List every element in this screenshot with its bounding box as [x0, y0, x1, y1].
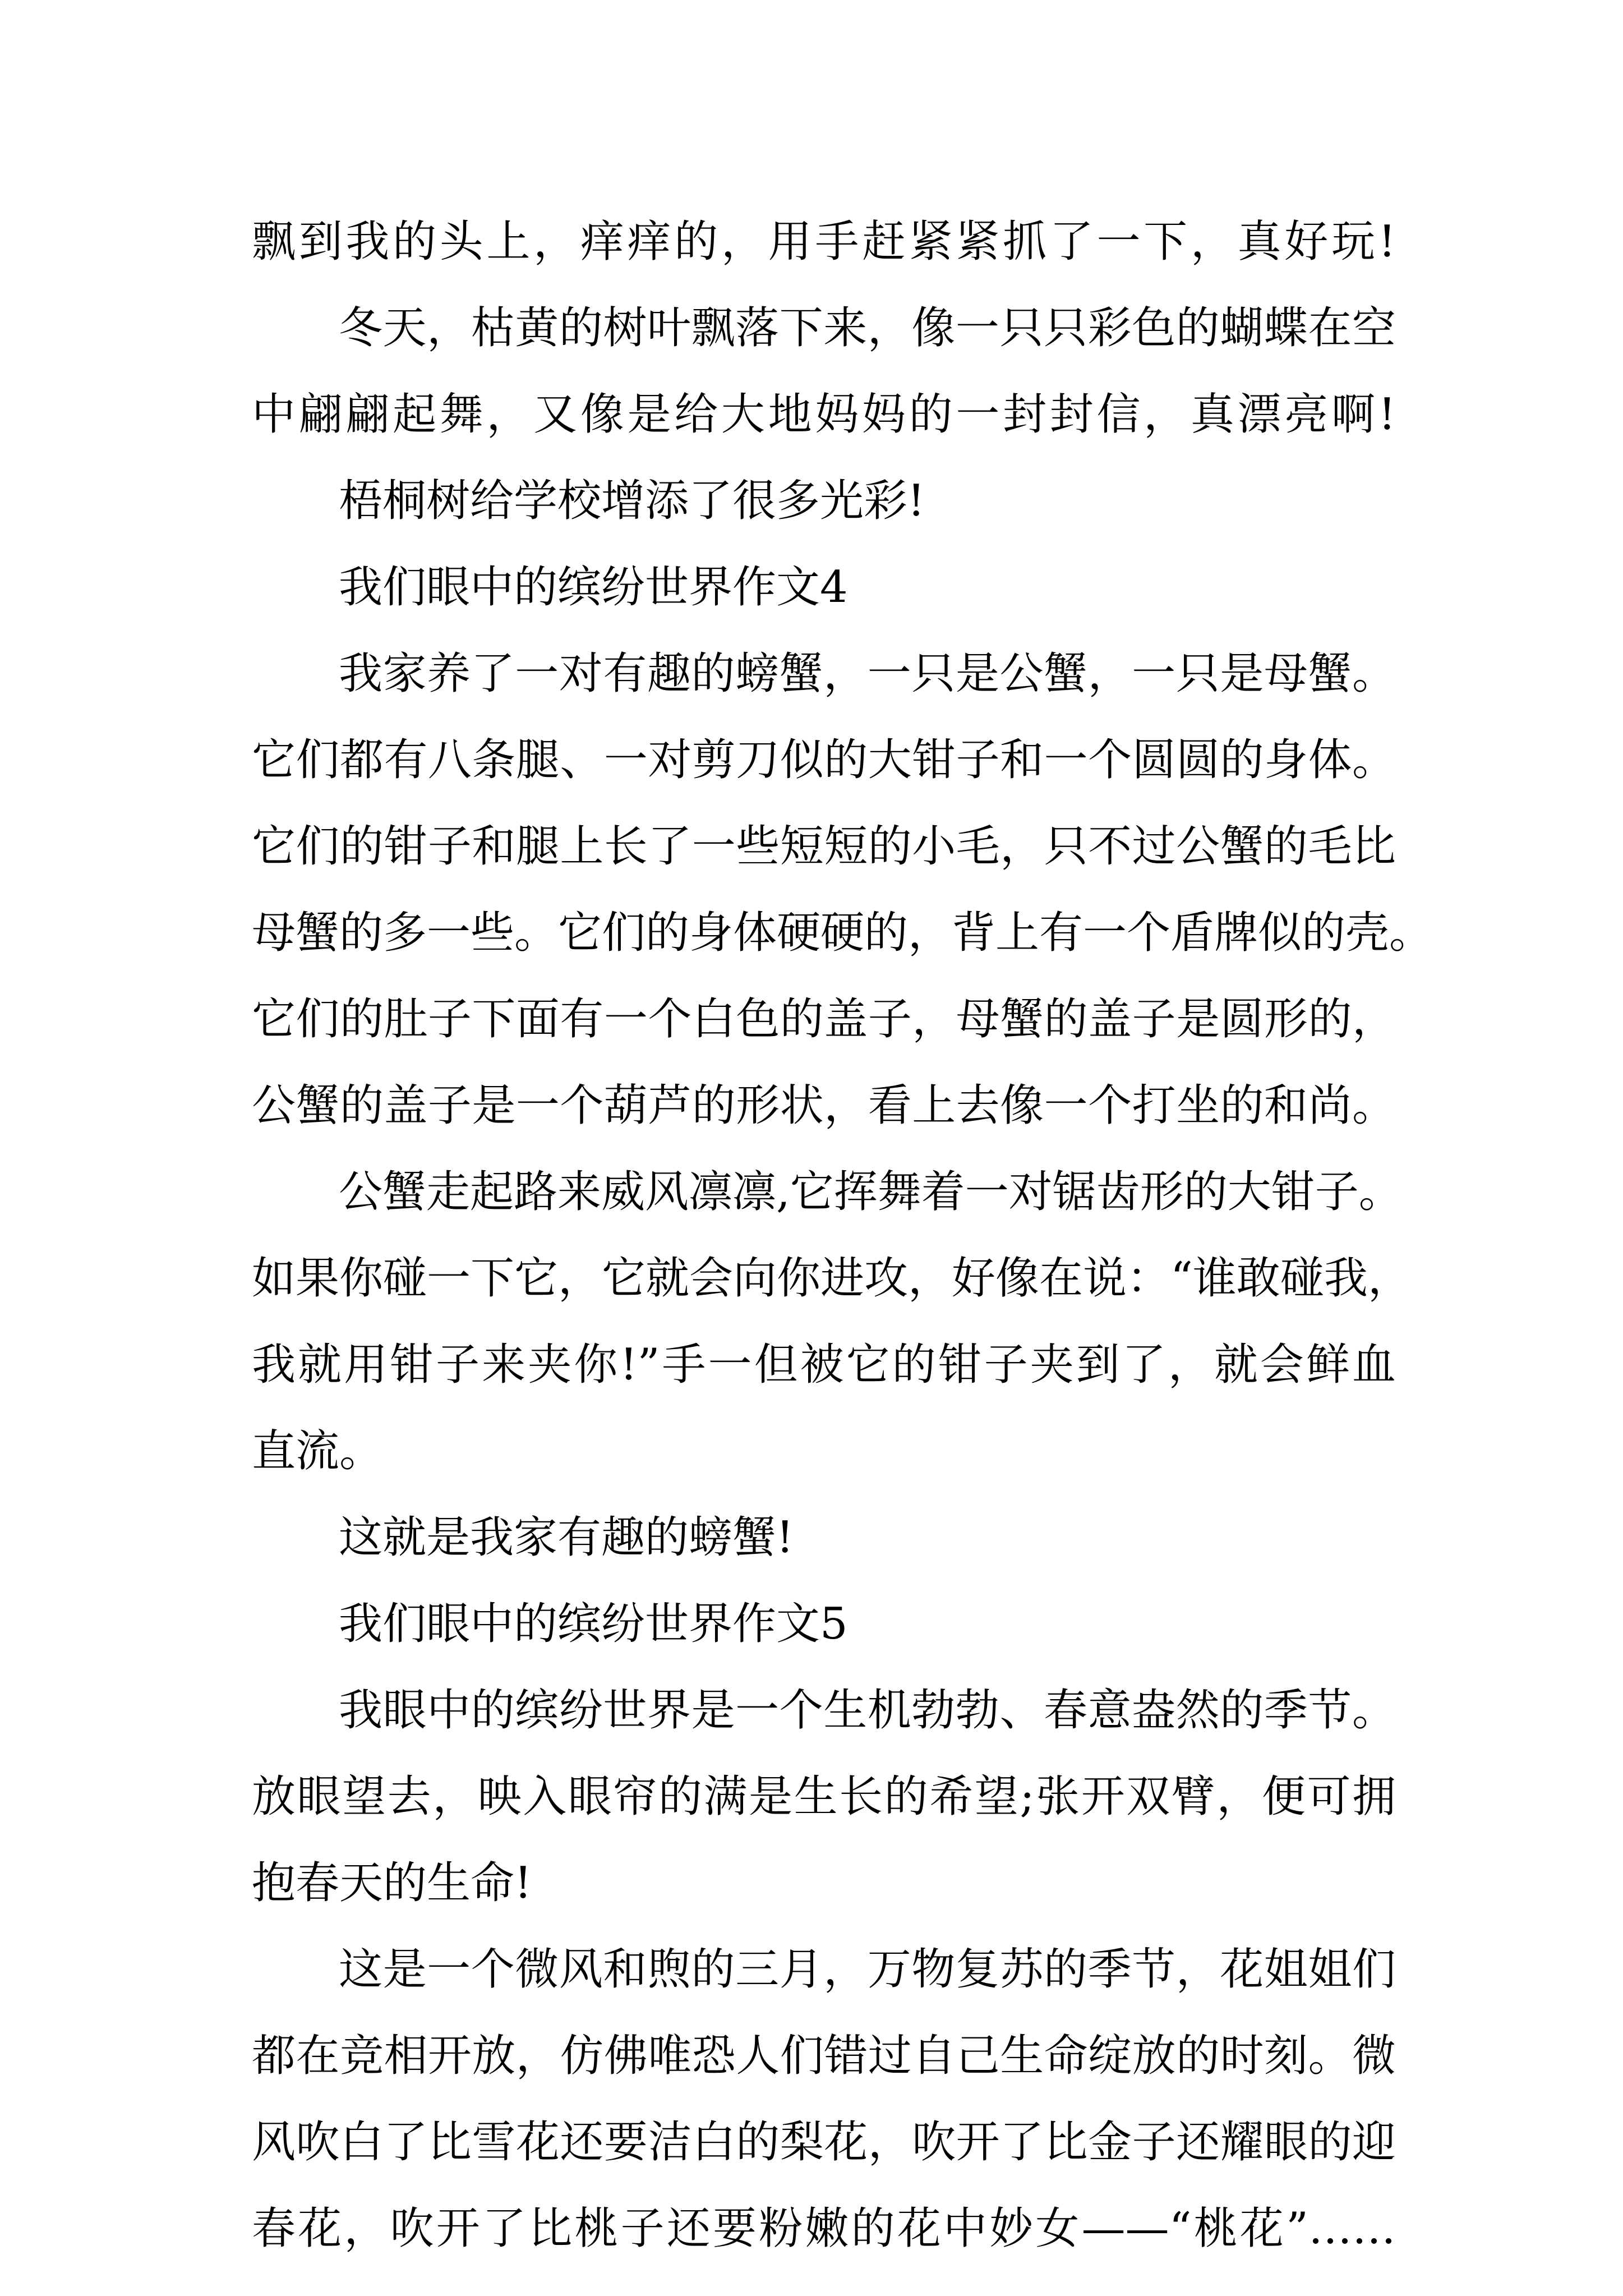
text-line: 都在竞相开放，仿佛唯恐人们错过自己生命绽放的时刻。微 — [252, 2031, 1396, 2081]
text-line: 直流。 — [252, 1426, 384, 1476]
paragraph-first-line: 公蟹走起路来威风凛凛,它挥舞着一对锯齿形的大钳子。 — [339, 1167, 1403, 1217]
text-line: 飘到我的头上，痒痒的，用手赶紧紧抓了一下，真好玩! — [252, 217, 1396, 267]
paragraph-first-line: 梧桐树给学校增添了很多光彩! — [339, 476, 925, 526]
text-line: 风吹白了比雪花还要洁白的梨花，吹开了比金子还耀眼的迎 — [252, 2117, 1396, 2168]
text-line: 它们的钳子和腿上长了一些短短的小毛，只不过公蟹的毛比 — [252, 821, 1396, 872]
text-line: 公蟹的盖子是一个葫芦的形状，看上去像一个打坐的和尚。 — [252, 1080, 1396, 1131]
text-line: 春花，吹开了比桃子还要粉嫩的花中妙女——“桃花”…… — [252, 2203, 1396, 2254]
text-line: 它们的肚子下面有一个白色的盖子，母蟹的盖子是圆形的， — [252, 994, 1396, 1045]
section-heading: 我们眼中的缤纷世界作文5 — [339, 1599, 848, 1649]
paragraph-first-line: 这就是我家有趣的螃蟹! — [339, 1512, 794, 1563]
text-line: 中翩翩起舞，又像是给大地妈妈的一封封信，真漂亮啊! — [252, 389, 1396, 440]
text-line: 我就用钳子来夹你!”手一但被它的钳子夹到了，就会鲜血 — [252, 1340, 1396, 1390]
text-line: 如果你碰一下它，它就会向你进攻，好像在说：“谁敢碰我， — [252, 1253, 1412, 1304]
paragraph-first-line: 冬天，枯黄的树叶飘落下来，像一只只彩色的蝴蝶在空 — [339, 303, 1396, 353]
text-line: 它们都有八条腿、一对剪刀似的大钳子和一个圆圆的身体。 — [252, 735, 1396, 785]
paragraph-first-line: 我家养了一对有趣的螃蟹，一只是公蟹，一只是母蟹。 — [339, 648, 1396, 699]
text-line: 放眼望去，映入眼帘的满是生长的希望;张开双臂，便可拥 — [252, 1772, 1396, 1822]
paragraph-first-line: 这是一个微风和煦的三月，万物复苏的季节，花姐姐们 — [339, 1944, 1396, 1995]
section-heading: 我们眼中的缤纷世界作文4 — [339, 562, 848, 613]
text-line: 抱春天的生命! — [252, 1858, 532, 1908]
text-line: 母蟹的多一些。它们的身体硬硬的，背上有一个盾牌似的壳。 — [252, 908, 1433, 958]
paragraph-first-line: 我眼中的缤纷世界是一个生机勃勃、春意盎然的季节。 — [339, 1685, 1396, 1736]
